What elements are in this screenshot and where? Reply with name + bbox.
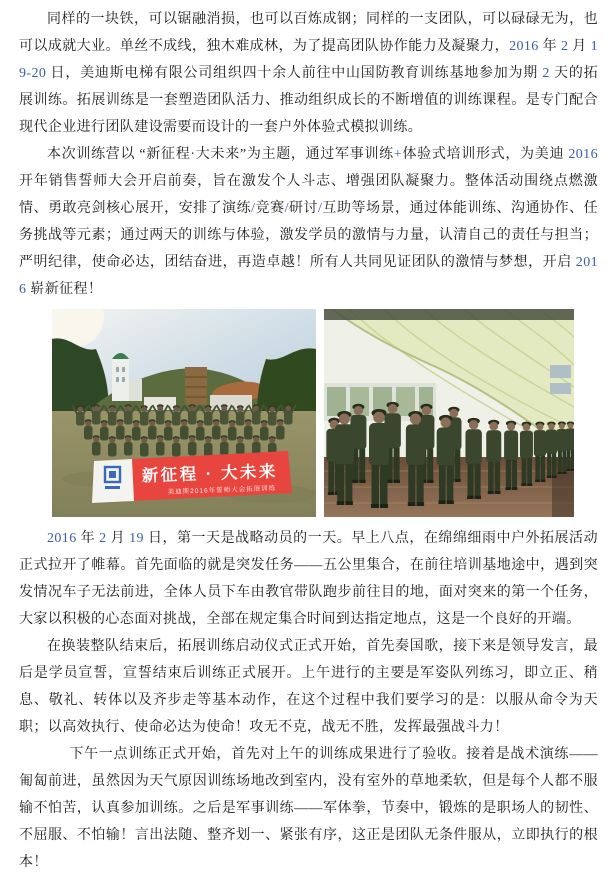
- body-text: 月: [568, 39, 591, 54]
- body-text: 日，第一天是战略动员的一天。早上八点，在绵绵细雨中户外拓展活动正式拉开了帷幕。首先面临的就是突发任务——五公里集合，在前往培训基地途中，遇到突发情况车子无法前进，全体人员下车由教官带队跑步前往目的地，面对突来的第一个任务，大家以积极的心态面对挑战，全部在规定集合时间到达指定地点，这是一个良好的开端。: [19, 531, 598, 627]
- highlighted-number: 2016: [47, 531, 77, 546]
- highlighted-number: 2: [99, 531, 107, 546]
- highlighted-number: 19: [129, 531, 144, 546]
- banner-title-text: 新征程 · 大未来: [141, 462, 279, 486]
- paragraph-ceremony: [19, 633, 598, 741]
- body-text: 天的拓展训练。拓展训练是一套塑造团队活力、推动组织成长的不断增值的训练课程。是专门配合现代企业进行团队建设需要而设计的一套户外体验式模拟训练。: [19, 66, 599, 135]
- photo-top-shadow: [324, 309, 574, 320]
- highlighted-number: /: [251, 201, 256, 216]
- highlighted-number: /: [318, 201, 323, 216]
- paragraph-day-one: [19, 525, 598, 633]
- body-text: 月: [106, 531, 130, 546]
- body-text: 下午一点训练正式开始，首先对上午的训练成果进行了验收。接着是战术演练——匍匐前进，虽然因为天气原因训练场地改到室内，没有室外的草地柔软，但是每个人都不服输不怕苦，认真参加训练。之后是军事训练——军体拳，节奏中，锻炼的是职场人的韧性、不屈服、不怕输！言出法随、整齐划一、紧张有序，这正是团队无条件服从，立即执行的根本！: [19, 747, 598, 870]
- highlighted-number: /: [284, 201, 289, 216]
- body-text: 竞赛: [255, 201, 285, 216]
- highlighted-number: 19-20: [19, 39, 598, 81]
- photo-row: [52, 309, 598, 517]
- photo-indoor-formation: [324, 309, 574, 517]
- highlighted-number: 2: [560, 39, 569, 54]
- body-text: 开年销售誓师大会开启前奏，旨在激发个人斗志、增强团队凝聚力。整体活动围绕点燃激情、勇敢亮剑核心展开，安排了演练: [19, 174, 598, 216]
- body-text: 本次训练营以 “新征程·大未来”为主题，通过军事训练: [47, 147, 394, 162]
- paragraph-theme: [19, 141, 598, 303]
- highlighted-number: 2016: [568, 147, 598, 162]
- body-text: 崭新征程！: [26, 282, 103, 297]
- paragraph-afternoon: [19, 741, 598, 876]
- body-text: 年: [538, 39, 561, 54]
- paragraph-intro: [19, 6, 598, 141]
- body-text: 年: [76, 531, 100, 546]
- highlighted-number: 2016: [509, 39, 539, 54]
- body-text: 日，美迪斯电梯有限公司组织四十余人前往中山国防教育训练基地参加为期: [46, 66, 543, 81]
- photo-outdoor-group: [52, 309, 316, 517]
- body-text: 互助等场景，通过体能训练、沟通协作、任务挑战等元素；通过两天的训练与体验，激发学员的激情与力量，认清自己的责任与担当；严明纪律，使命必达，团结奋进，再造卓越！所有人共同见证团队的激情与梦想，开启: [19, 201, 598, 270]
- highlighted-number: 2: [542, 66, 550, 81]
- body-text: 在换装整队结束后，拓展训练启动仪式正式开始，首先奏国歌，接下来是领导发言，最后是学员宣誓，宣誓结束后训练正式展开。上午进行的主要是军姿队列练习，即立正、稍息、敬礼、转体以及齐步走等基本动作，在这个过程中我们要学习的是：以服从命令为天职；以高效执行、使命必达为使命！攻无不克，战无不胜，发挥最强战斗力！: [19, 639, 598, 735]
- brown-tower-structure: [185, 367, 207, 405]
- highlighted-number: +: [393, 147, 403, 162]
- body-text: 体验式培训形式，为美迪: [402, 147, 569, 162]
- body-text: 研讨: [288, 201, 319, 216]
- body-text: 同样的一块铁，可以锯融消损，也可以百炼成钢；同样的一支团队，可以碌碌无为，也可以成就大业。单丝不成线，独木难成林，为了提高团队协作能力及凝聚力，: [19, 12, 598, 54]
- banner-subtitle-text: 美迪斯2016年誓师大会拓展训练: [167, 485, 277, 496]
- highlighted-number: 2016: [19, 255, 598, 297]
